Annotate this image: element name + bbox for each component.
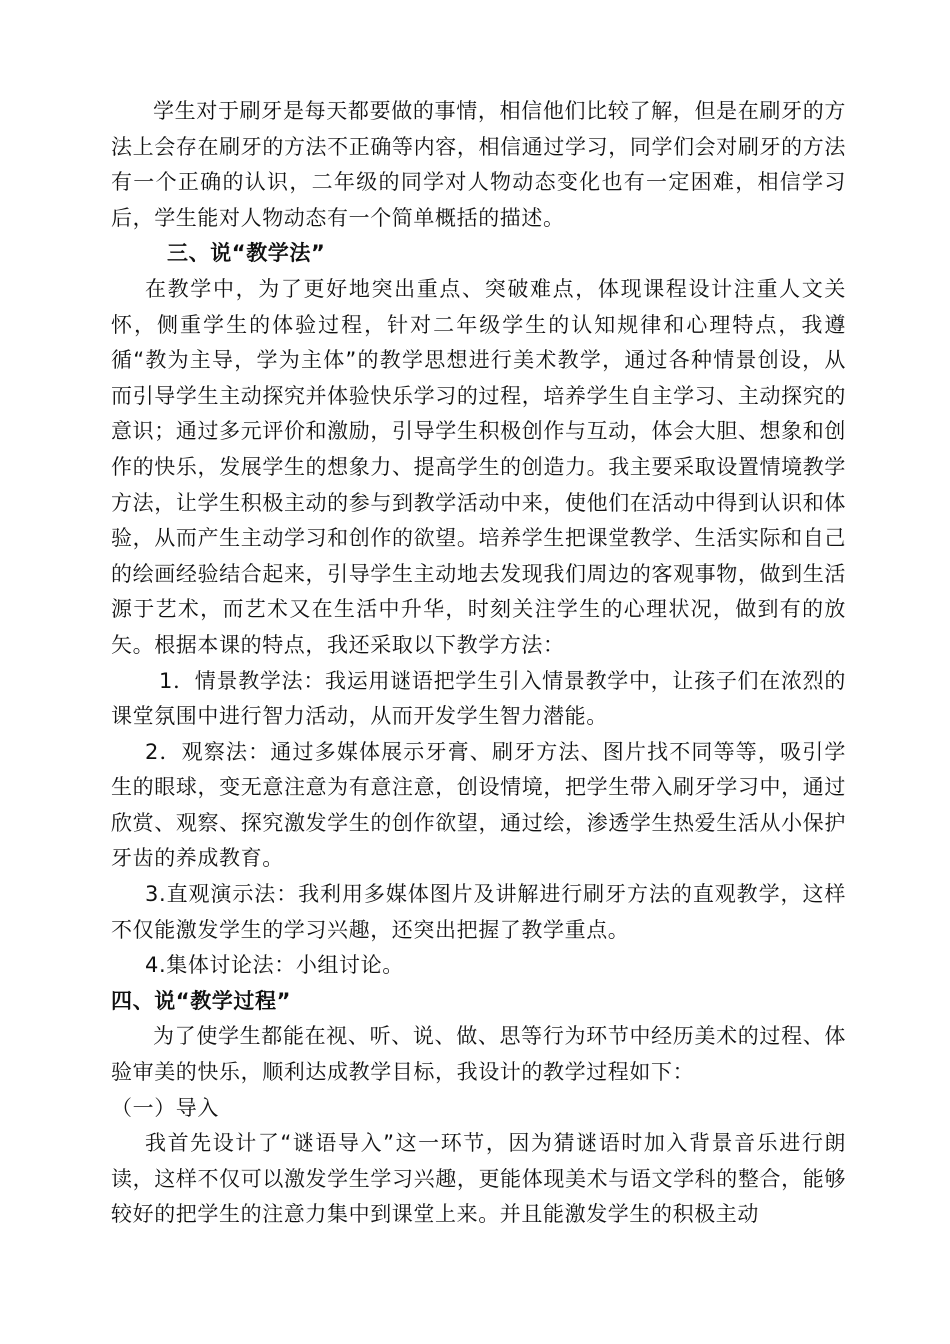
method-item-3: 3.直观演示法：我利用多媒体图片及讲解进行刷牙方法的直观教学，这样不仅能激发学生的学习兴趣，还突出把握了教学重点。 <box>111 882 846 942</box>
method-item-4: 4.集体讨论法：小组讨论。 <box>145 953 404 978</box>
heading-teaching-process: 四、说“教学过程” <box>111 988 292 1013</box>
method-item-1: 1．情景教学法：我运用谜语把学生引入情景教学中，让孩子们在浓烈的课堂氛围中进行智力活动，从而开发学生智力潜能。 <box>111 668 846 729</box>
paragraph-introduction: 我首先设计了“谜语导入”这一环节，因为猜谜语时加入背景音乐进行朗读，这样不仅可以激发学生学习兴趣，更能体现美术与语文学科的整合，能够较好的把学生的注意力集中到课堂上来。并且能激发学生的积极主动 <box>111 1131 846 1227</box>
paragraph-student-analysis: 学生对于刷牙是每天都要做的事情，相信他们比较了解，但是在刷牙的方法上会存在刷牙的方法不正确等内容，相信通过学习，同学们会对刷牙的方法有一个正确的认识，二年级的同学对人物动态变化也有一定困难，相信学习后，学生能对人物动态有一个简单概括的描述。 <box>111 99 846 230</box>
document-page <box>111 94 846 1233</box>
paragraph-teaching-process: 为了使学生都能在视、听、说、做、思等行为环节中经历美术的过程、体验审美的快乐，顺利达成教学目标，我设计的教学过程如下： <box>111 1024 846 1085</box>
method-item-2: 2．观察法：通过多媒体展示牙膏、刷牙方法、图片找不同等等，吸引学生的眼球，变无意注意为有意注意，创设情境，把学生带入刷牙学习中，通过欣赏、观察、探究激发学生的创作欲望，通过绘，渗透学生热爱生活从小保护牙齿的养成教育。 <box>111 739 846 871</box>
paragraph-teaching-methods: 在教学中，为了更好地突出重点、突破难点，体现课程设计注重人文关怀，侧重学生的体验过程，针对二年级学生的认知规律和心理特点，我遵循“教为主导，学为主体”的教学思想进行美术教学，通过各种情景创设，从而引导学生主动探究并体验快乐学习的过程，培养学生自主学习、主动探究的意识；通过多元评价和激励，引导学生积极创作与互动，体会大胆、想象和创作的快乐，发展学生的想象力、提高学生的创造力。我主要采取设置情境教学方法，让学生积极主动的参与到教学活动中来，使他们在活动中得到认识和体验，从而产生主动学习和创作的欲望。培养学生把课堂教学、生活实际和自己的绘画经验结合起来，引导学生主动地去发现我们周边的客观事物，做到生活源于艺术，而艺术又在生活中升华，时刻关注学生的心理状况，做到有的放矢。根据本课的特点，我还采取以下教学方法： <box>111 276 846 657</box>
subheading-introduction: （一）导入 <box>111 1095 219 1120</box>
heading-teaching-methods: 三、说“教学法” <box>167 241 326 266</box>
